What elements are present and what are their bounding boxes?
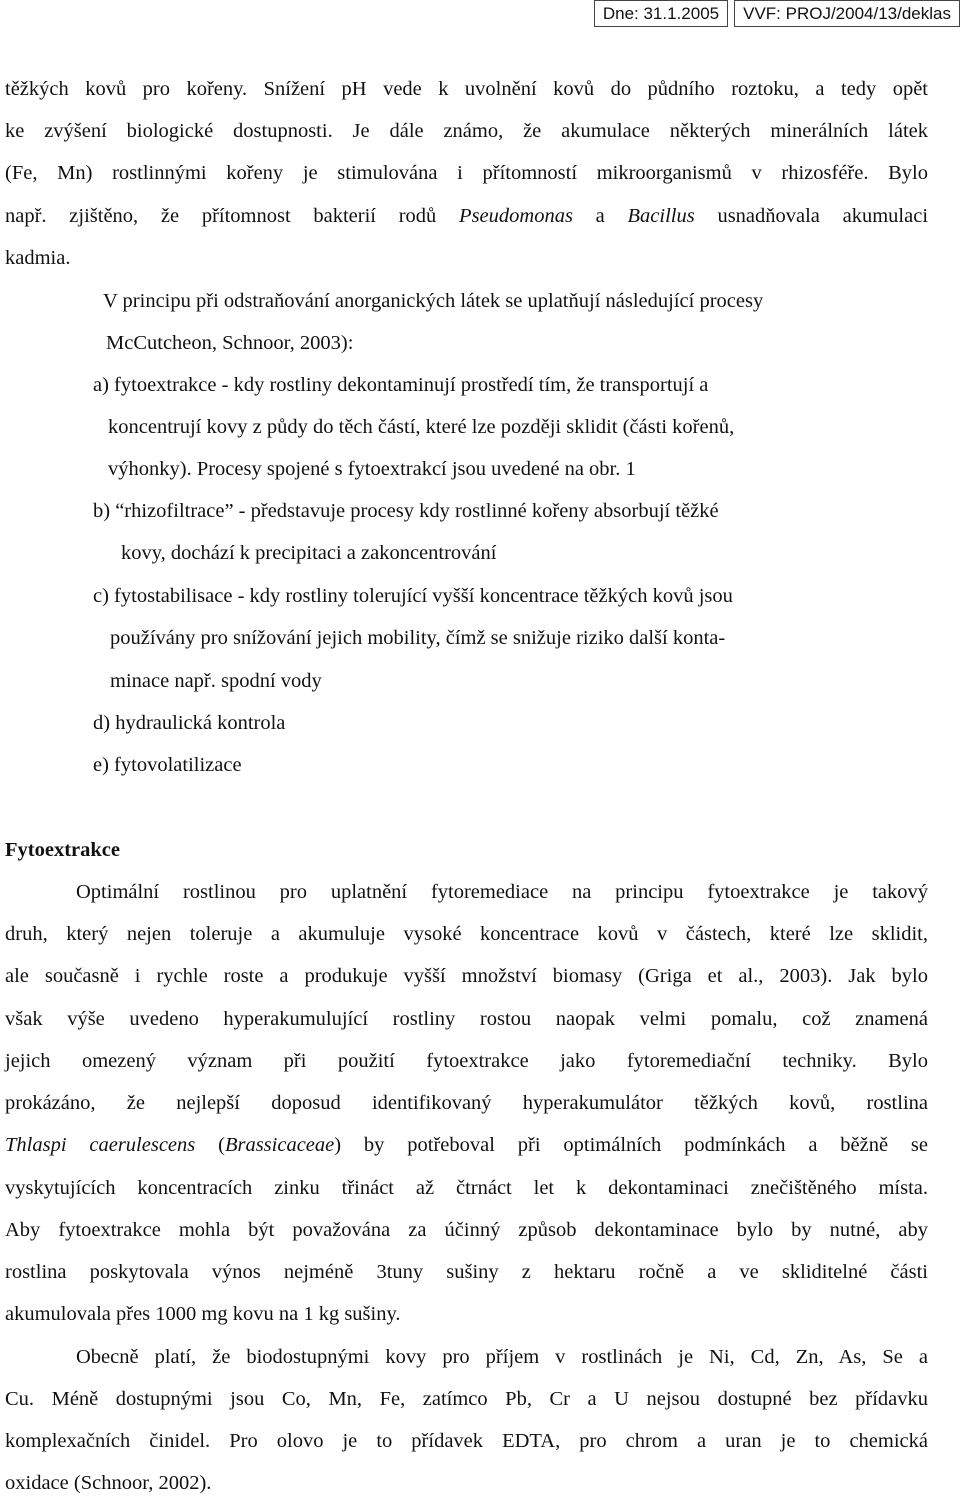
text-line: McCutcheon, Schnoor, 2003):	[106, 332, 354, 354]
text-line: komplexačních činidel. Pro olovo je to přídavek EDTA, pro chrom a uran je to chemická	[5, 1430, 928, 1452]
header-reference: VVF: PROJ/2004/13/deklas	[734, 0, 960, 27]
text-line: vyskytujících koncentracích zinku třináct až čtrnáct let k dekontaminaci znečištěného místa.	[5, 1177, 928, 1199]
text-line: těžkých kovů pro kořeny. Snížení pH vede k uvolnění kovů do půdního roztoku, a tedy opět	[5, 78, 928, 100]
list-item: výhonky). Procesy spojené s fytoextrakcí jsou uvedené na obr. 1	[108, 458, 636, 480]
text-line: oxidace (Schnoor, 2002).	[5, 1472, 212, 1494]
text-line: však výše uvedeno hyperakumulující rostliny rostou naopak velmi pomalu, což znamená	[5, 1008, 928, 1030]
section-heading: Fytoextrakce	[5, 839, 120, 861]
header-date: Dne: 31.1.2005	[594, 0, 728, 27]
text-line: Aby fytoextrakce mohla být považována za účinný způsob dekontaminace bylo by nutné, aby	[5, 1219, 928, 1241]
text-line: kadmia.	[5, 247, 71, 269]
text-line: rostlina poskytovala výnos nejméně 3tuny sušiny z hektaru ročně a ve skliditelné části	[5, 1261, 928, 1283]
text-line: Thlaspi caerulescens (Brassicaceae) by potřeboval při optimálních podmínkách a běžně se	[5, 1134, 928, 1156]
text-line: ke zvýšení biologické dostupnosti. Je dále známo, že akumulace některých minerálních látek	[5, 120, 928, 142]
list-item: a) fytoextrakce - kdy rostliny dekontaminují prostředí tím, že transportují a	[93, 374, 709, 396]
list-item: kovy, dochází k precipitaci a zakoncentrování	[121, 542, 497, 564]
text-line: Obecně platí, že biodostupnými kovy pro příjem v rostlinách je Ni, Cd, Zn, As, Se a	[76, 1346, 928, 1368]
text-line: ale současně i rychle roste a produkuje vyšší množství biomasy (Griga et al., 2003). Jak bylo	[5, 965, 928, 987]
text-line: jejich omezený význam při použití fytoextrakce jako fytoremediační techniky. Bylo	[5, 1050, 928, 1072]
list-item: c) fytostabilisace - kdy rostliny tolerující vyšší koncentrace těžkých kovů jsou	[93, 585, 733, 607]
page-header	[588, 0, 960, 27]
text-line: Cu. Méně dostupnými jsou Co, Mn, Fe, zatímco Pb, Cr a U nejsou dostupné bez přídavku	[5, 1388, 928, 1410]
list-item: e) fytovolatilizace	[93, 754, 242, 776]
list-item: minace např. spodní vody	[110, 670, 322, 692]
text-line: druh, který nejen toleruje a akumuluje vysoké koncentrace kovů v částech, které lze sklidit,	[5, 923, 928, 945]
text-line: akumulovala přes 1000 mg kovu na 1 kg sušiny.	[5, 1303, 401, 1325]
text-line: např. zjištěno, že přítomnost bakterií rodů Pseudomonas a Bacillus usnadňovala akumulaci	[5, 205, 929, 227]
list-item: d) hydraulická kontrola	[93, 712, 286, 734]
text-line: V principu při odstraňování anorganických látek se uplatňují následující procesy	[103, 290, 764, 312]
text-line: Optimální rostlinou pro uplatnění fytoremediace na principu fytoextrakce je takový	[76, 881, 928, 903]
text-line: (Fe, Mn) rostlinnými kořeny je stimulována i přítomností mikroorganismů v rhizosféře. Bylo	[5, 162, 928, 184]
list-item: koncentrují kovy z půdy do těch částí, které lze později sklidit (části kořenů,	[108, 416, 735, 438]
list-item: b) “rhizofiltrace” - představuje procesy kdy rostlinné kořeny absorbují těžké	[93, 500, 719, 522]
text-line: prokázáno, že nejlepší doposud identifikovaný hyperakumulátor těžkých kovů, rostlina	[5, 1092, 928, 1114]
list-item: používány pro snížování jejich mobility, čímž se snižuje riziko další konta-	[110, 627, 726, 649]
